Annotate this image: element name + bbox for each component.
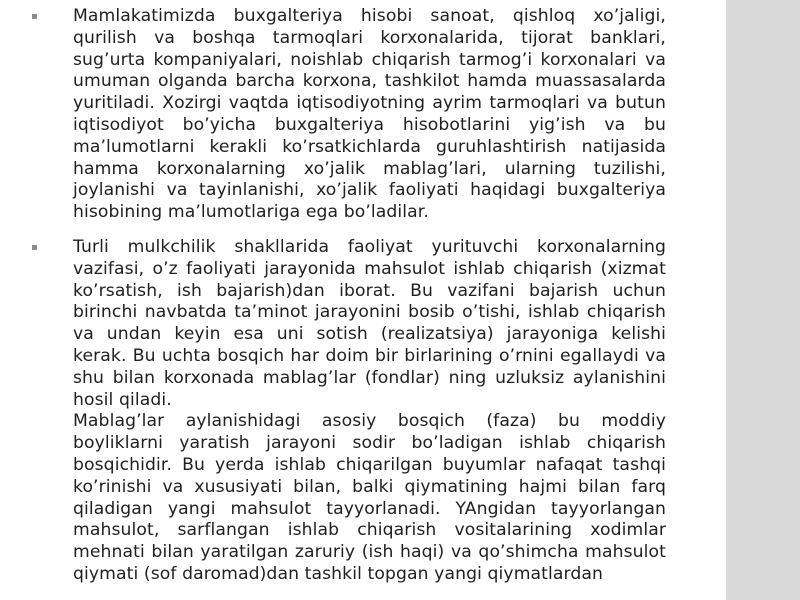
bullet-icon: ▪ bbox=[31, 11, 38, 22]
paragraph-2: Turli mulkchilik shakllarida faoliyat yurituvchi korxonalarning vazifasi, o’z faoliyati jarayonida mahsulot ishlab chiqarish (xizmat ko’rsatish, ish bajarish)dan iborat. Bu vazifani bajarish uchun birinchi navbatda ta’minot jarayonini bosib o’tishi, ishlab chiqarish va undan keyin esa uni sotish (realizatsiya) jarayoniga kelishi kerak. Bu uchta bosqich har doim bir birlarining o’rnini egallaydi va shu bilan korxonada mablag’lar (fondlar) ning uzluksiz aylanishini hosil qiladi. Mablag’lar aylanishidagi asosiy bosqich (faza) bu moddiy boyliklarni yaratish jarayoni sodir bo’ladigan ishlab chiqarish bosqichidir. Bu yerda ishlab chiqarilgan buyumlar nafaqat tashqi ko’rinishi va xususiyati bilan, balki qiymatining hajmi bilan farq qiladigan yangi mahsulot tayyorlanadi. YAngidan tayyorlangan mahsulot, sarflangan ishlab chiqarish vositalarining xodimlar mehnati bilan yaratilgan zaruriy (ish haqi) va qo’shimcha mahsulot qiymati (sof daromad)dan tashkil topgan yangi qiymatlardan bbox=[73, 236, 666, 584]
paragraph-1: Mamlakatimizda buxgalteriya hisobi sanoat, qishloq xo’jaligi, qurilish va boshqa tarmoqlari korxonalarida, tijorat banklari, sug’urta kompaniyalari, noishlab chiqarish tarmog’i korxonalari va umuman olganda barcha korxona, tashkilot hamda muassasalarda yuritiladi. Xozirgi vaqtda iqtisodiyotning ayrim tarmoqlari va butun iqtisodiyot bo’yicha buxgalteriya hisobotlarini yig’ish va bu ma’lumotlarni kerakli ko’rsatkichlarda guruhlashtirish natijasida hamma korxonalarning xo’jalik mablag’lari, ularning tuzilishi, joylanishi va tayinlanishi, xo’jalik faoliyati haqidagi buxgalteriya hisobining ma’lumotlariga ega bo’ladilar. bbox=[73, 6, 666, 223]
slide-body bbox=[30, 6, 666, 599]
side-panel bbox=[726, 0, 800, 600]
bullet-item-1 bbox=[30, 6, 666, 224]
bullet-icon: ▪ bbox=[31, 241, 38, 253]
bullet-item-2 bbox=[30, 237, 666, 586]
